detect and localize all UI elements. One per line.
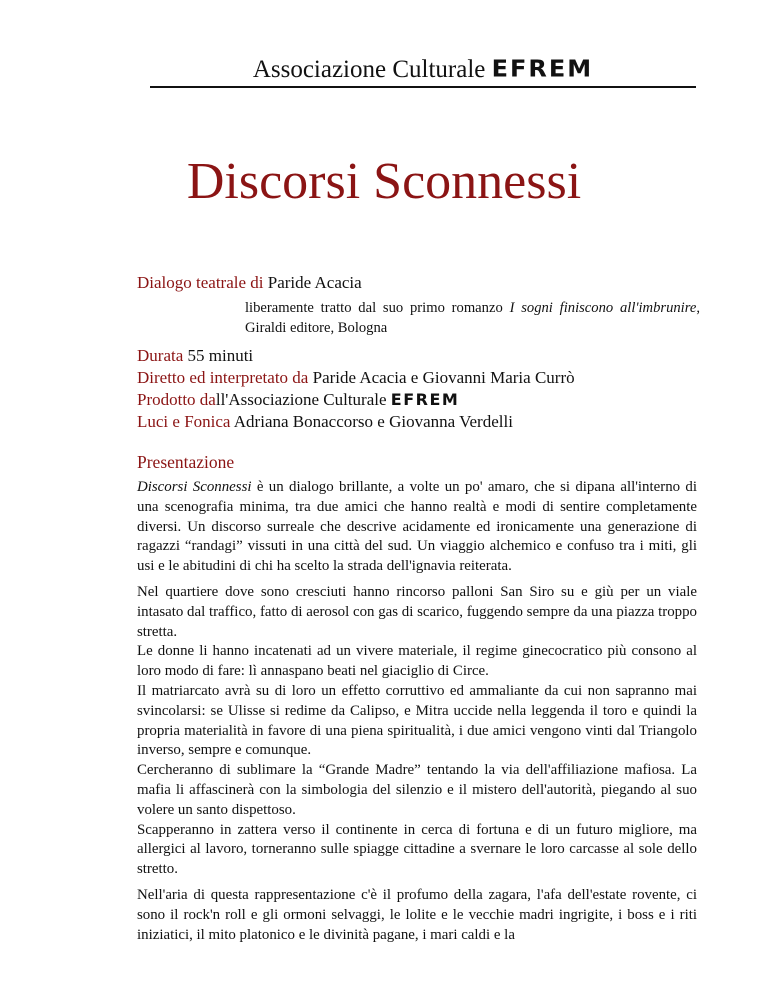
credit-durata — [137, 345, 697, 367]
paragraph-line: Le donne li hanno incatenati ad un vivere materiale, il regime ginecocratico più consono al loro modo di fare: lì annaspano beati nel giaciglio di Circe. — [137, 643, 697, 680]
paragraph-line: Cercheranno di sublimare la “Grande Madre” tentando la via dell'affiliazione mafiosa. La mafia li affascinerà con la simbologia del silenzio e il mistero dell'autorità, piegando al suo volere un santo dispettoso. — [137, 762, 697, 818]
credit-value: Paride Acacia — [267, 273, 362, 292]
credit-luci — [137, 411, 697, 433]
paragraph-line: Scapperanno in zattera verso il continente in cerca di fortuna e di un futuro migliore, ma allergici al lavoro, torneranno sulle spiagge cittadine a svernare le loro carcasse al sole dello stretto. — [137, 821, 697, 878]
credit-label: Luci e Fonica — [137, 412, 231, 431]
note-book-title: I sogni finiscono all'imbrunire — [509, 300, 697, 316]
page-title: Discorsi Sconnessi — [186, 153, 582, 210]
credit-value: Adriana Bonaccorso e Giovanna Verdelli — [233, 412, 513, 431]
paragraph-2 — [137, 583, 697, 880]
page-header — [150, 52, 696, 86]
brand-logo-text-small: EFREM — [390, 390, 460, 409]
credit-label: Durata — [137, 346, 184, 365]
credit-label: Prodotto da — [137, 390, 216, 409]
credit-value: 55 minuti — [187, 346, 254, 365]
paragraph-line: Il matriarcato avrà su di loro un effetto corruttivo ed ammaliante da cui non sapranno mai svincolarsi: se Ulisse si redime da Calipso, e Mitra uccide nella leggenda il toro e quindi la propria materialità in favore di una piena spiritualità, i due amici vengono vinti dal Triangolo inverso, sempre e comunque. — [137, 682, 697, 759]
show-title-italic: Discorsi Sconnessi — [137, 479, 252, 495]
credits-block — [137, 272, 700, 433]
header-divider — [150, 86, 696, 88]
brand-logo-text: EFREM — [491, 55, 594, 83]
credit-label: Dialogo teatrale di — [137, 273, 264, 292]
paragraph-3: Nell'aria di questa rappresentazione c'è il profumo della zagara, l'afa dell'estate rovente, ci sono il rock'n roll e gli ormoni selvaggi, le lolite e le vecchie madri ingrigite, i boss e i riti iniziatici, il mito platonico e le divinità pagane, i mari caldi e la — [137, 886, 697, 943]
credit-note — [245, 298, 700, 338]
credit-prodotto — [137, 389, 697, 411]
note-prefix: liberamente tratto dal suo primo romanzo — [245, 300, 503, 316]
paragraph-text: è un dialogo brillante, a volte un po' amaro, che si dipana all'interno di una scenografia minima, tra due amici che hanno realtà e modi di sentire completamente diversi. Un discorso surreale che descrive acidamente ed ironicamente una generazione di ragazzi “randagi” vissuti in una città del sud. Un viaggio alchemico e confuso tra i miti, gli usi e le abitudini di chi ha scelto la strada dell'ignavia reiterata. — [137, 479, 697, 575]
credit-label: Diretto ed interpretato da — [137, 368, 309, 387]
credit-value: ll'Associazione Culturale — [215, 390, 387, 409]
credit-dialogo — [137, 272, 697, 294]
credit-diretto — [137, 367, 697, 389]
note-suffix: , Giraldi editore, Bologna — [245, 300, 700, 336]
section-heading: Presentazione — [137, 452, 235, 472]
credit-value: Paride Acacia e Giovanni Maria Currò — [312, 368, 575, 387]
presentation-section — [137, 450, 697, 951]
paragraph-line: Nel quartiere dove sono cresciuti hanno rincorso palloni San Siro su e giù per un viale intasato dal traffico, fatto di aerosol con gas di scarico, fuggendo sempre da una piazza troppo stretta. — [137, 583, 697, 640]
association-label: Associazione Culturale — [252, 56, 486, 83]
paragraph-1 — [137, 478, 697, 577]
